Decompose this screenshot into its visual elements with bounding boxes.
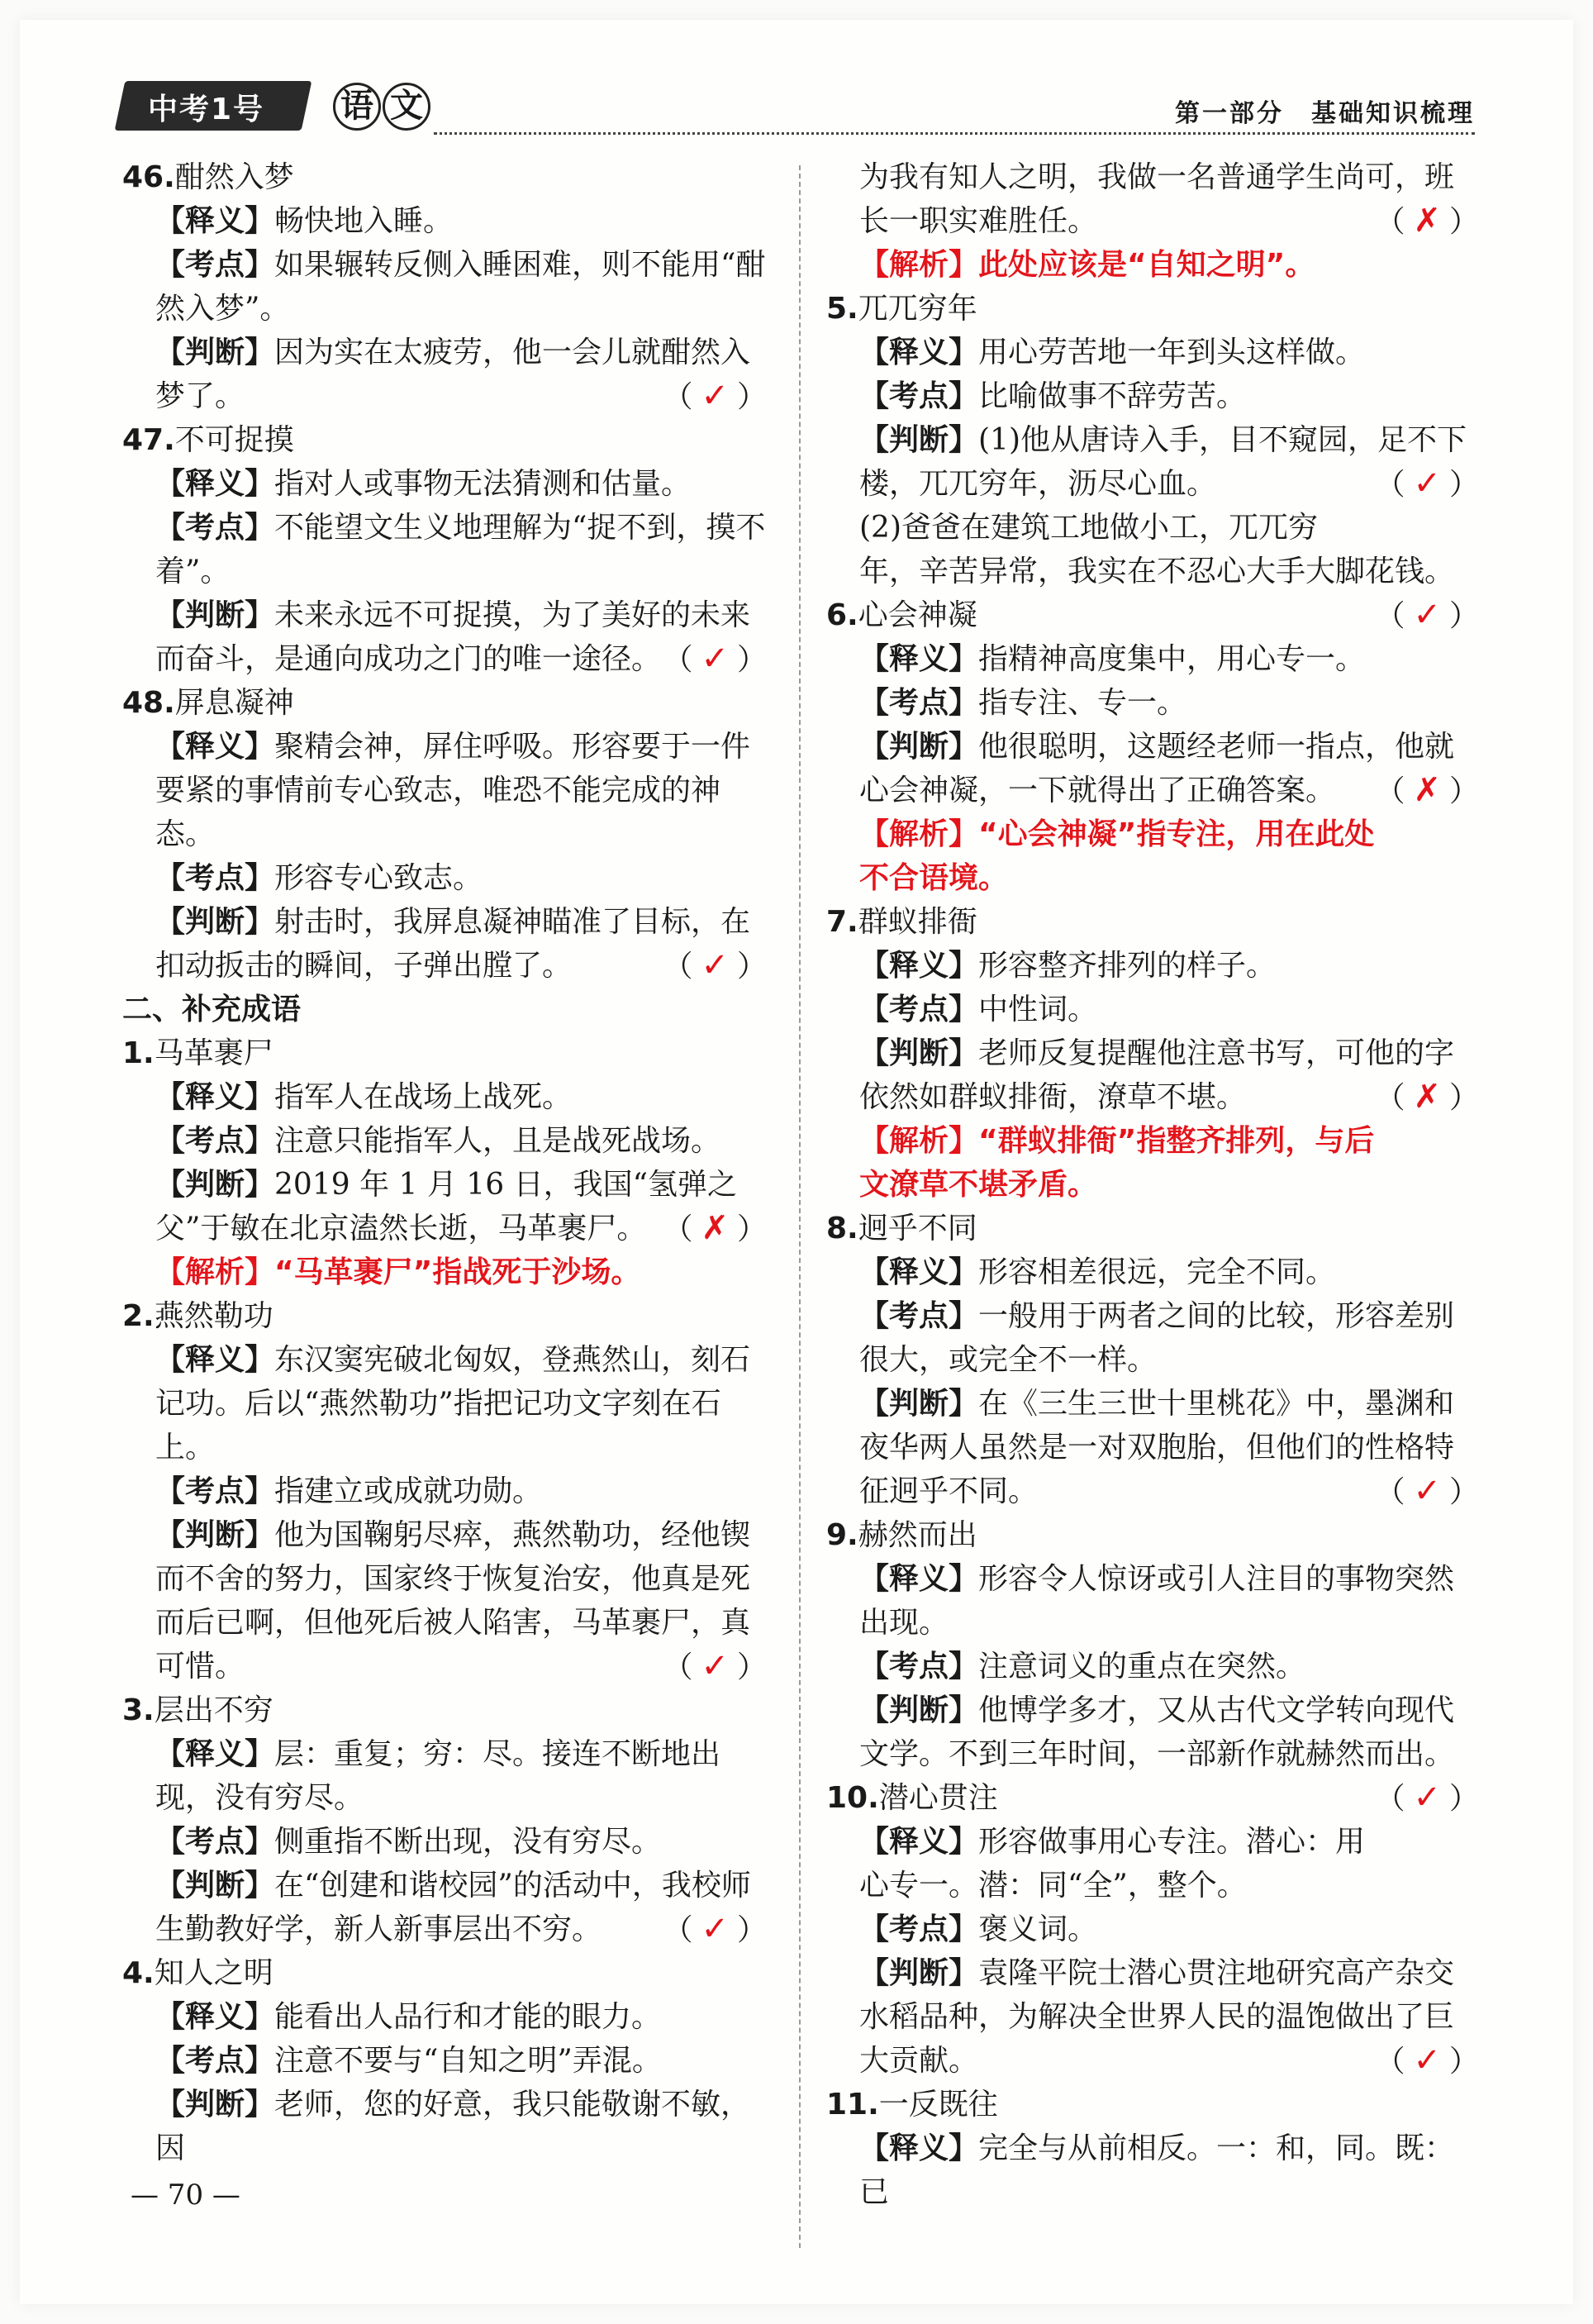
definition-label: 【释义】 bbox=[155, 467, 275, 501]
judge-label: 【判断】 bbox=[155, 1168, 275, 1202]
entry-number: 11. bbox=[826, 2088, 879, 2122]
test-point-text: 注意不要与“自知之明”弄混。 bbox=[274, 2044, 662, 2078]
page-header bbox=[120, 81, 1475, 139]
check-icon: ✓ bbox=[701, 1647, 729, 1685]
cross-icon: ✗ bbox=[1413, 771, 1441, 809]
judge-text: 为我有知人之明，我做一名普通学生尚可，班长一职实难胜任。 bbox=[859, 160, 1455, 238]
subject-char-1: 语 bbox=[333, 83, 381, 131]
header-rule bbox=[434, 132, 1475, 135]
judge-label: 【判断】 bbox=[859, 1956, 979, 1990]
answer-mark bbox=[1375, 1075, 1479, 1120]
idiom-text: 潜心贯注 bbox=[878, 1781, 998, 1815]
judge bbox=[122, 593, 767, 681]
answer-mark bbox=[1375, 1469, 1479, 1514]
judge-text: 未来永远不可捉摸，为了美好的未来而奋斗，是通向成功之门的唯一途径。 bbox=[155, 598, 751, 676]
check-icon: ✓ bbox=[701, 640, 729, 678]
test-point-text: 注意只能指军人，且是战死战场。 bbox=[274, 1124, 721, 1158]
definition bbox=[122, 1075, 767, 1119]
idiom-title bbox=[826, 900, 1479, 944]
definition bbox=[826, 331, 1479, 374]
judge-label: 【判断】 bbox=[155, 336, 275, 369]
judge-text-2: (2)爸爸在建筑工地做小工，兀兀穷年，辛苦异常，我实在不忍心大手大脚花钱。 bbox=[859, 511, 1455, 588]
definition bbox=[826, 2126, 1479, 2214]
entry-number: 48. bbox=[122, 686, 175, 720]
test-point bbox=[826, 988, 1479, 1031]
cross-icon: ✗ bbox=[1413, 202, 1441, 240]
test-point-label: 【考点】 bbox=[155, 511, 275, 545]
judge-line bbox=[826, 155, 1479, 243]
entry-number: 1. bbox=[122, 1036, 155, 1070]
test-point bbox=[122, 2039, 767, 2083]
test-point bbox=[122, 856, 767, 900]
paren-open: （ bbox=[663, 1212, 693, 1246]
entry-number: 2. bbox=[122, 1299, 155, 1333]
paren-close: ） bbox=[736, 643, 767, 677]
check-icon: ✓ bbox=[1413, 1779, 1441, 1817]
judge-label: 【判断】 bbox=[859, 1036, 979, 1070]
judge-text: 袁隆平院士潜心贯注地研究高产杂交水稻品种，为解决全世界人民的温饱做出了巨大贡献。 bbox=[859, 1956, 1455, 2078]
paren-close: ） bbox=[736, 950, 767, 983]
definition bbox=[826, 1250, 1479, 1294]
check-icon: ✓ bbox=[701, 946, 729, 984]
check-icon: ✓ bbox=[1413, 596, 1441, 634]
definition bbox=[122, 1732, 767, 1820]
idiom-entry bbox=[122, 1294, 767, 1688]
judge bbox=[122, 331, 767, 418]
idiom-entry bbox=[826, 1207, 1479, 1513]
test-point-text: 指建立或成就功勋。 bbox=[274, 1474, 543, 1508]
idiom-text: 层出不穷 bbox=[154, 1693, 273, 1727]
definition-text: 指精神高度集中，用心专一。 bbox=[978, 642, 1366, 676]
paren-open: （ bbox=[663, 950, 693, 983]
definition bbox=[826, 637, 1479, 681]
definition-text: 指军人在战场上战死。 bbox=[274, 1080, 573, 1114]
entry-number: 5. bbox=[826, 292, 858, 326]
left-column bbox=[122, 155, 767, 2170]
judge-text: 老师反复提醒他注意书写，可他的字依然如群蚁排衙，潦草不堪。 bbox=[859, 1036, 1455, 1114]
paren-close: ） bbox=[1448, 599, 1479, 633]
paren-close: ） bbox=[1448, 468, 1479, 502]
paren-close: ） bbox=[736, 1913, 767, 1947]
definition-label: 【释义】 bbox=[859, 1825, 979, 1859]
judge-text: (1)他从唐诗入手，目不窥园，足不下楼，兀兀穷年，沥尽心血。 bbox=[859, 423, 1467, 501]
answer-mark bbox=[1375, 593, 1479, 638]
definition-label: 【释义】 bbox=[155, 730, 275, 764]
idiom-text: 群蚁排衙 bbox=[858, 905, 977, 939]
paren-open: （ bbox=[1375, 599, 1405, 633]
definition-label: 【释义】 bbox=[859, 642, 979, 676]
judge-text: 2019 年 1 月 16 日，我国“氢弹之父”于敏在北京溘然长逝，马革裹尸。 bbox=[155, 1168, 737, 1245]
logo-text: 中考1号 bbox=[148, 93, 265, 126]
paren-close: ） bbox=[1448, 1081, 1479, 1115]
check-icon: ✓ bbox=[701, 377, 729, 415]
idiom-text: 迥乎不同 bbox=[858, 1212, 977, 1245]
test-point-label: 【考点】 bbox=[859, 1912, 979, 1946]
test-point-label: 【考点】 bbox=[859, 686, 979, 720]
judge bbox=[826, 1951, 1479, 2083]
judge-text: 因为实在太疲劳，他一会儿就酣然入梦了。 bbox=[155, 336, 751, 413]
judge bbox=[122, 900, 767, 988]
page-number: — 70 — bbox=[131, 2179, 240, 2212]
paren-open: （ bbox=[1375, 1081, 1405, 1115]
judge-label: 【判断】 bbox=[859, 423, 979, 457]
test-point-label: 【考点】 bbox=[155, 861, 275, 895]
idiom-title bbox=[122, 418, 767, 462]
idiom-entry bbox=[122, 418, 767, 681]
definition-label: 【释义】 bbox=[859, 1255, 979, 1289]
answer-mark: （ ✗ ） bbox=[1375, 202, 1479, 240]
definition-text: 形容整齐排列的样子。 bbox=[978, 949, 1277, 983]
definition bbox=[122, 1338, 767, 1469]
answer-mark bbox=[663, 944, 767, 988]
idiom-title bbox=[122, 681, 767, 725]
judge-text: 他为国鞠躬尽瘁，燕然勒功，经他锲而不舍的努力，国家终于恢复治安，他真是死而后已啊，但他死后被人陷害，马革裹尸，真可惜。 bbox=[155, 1518, 751, 1683]
definition bbox=[826, 1820, 1479, 1907]
entry-number: 4. bbox=[122, 1956, 155, 1990]
right-column bbox=[826, 155, 1479, 2214]
entry-number: 7. bbox=[826, 905, 858, 939]
definition-label: 【释义】 bbox=[155, 204, 275, 238]
analysis bbox=[826, 1119, 1479, 1207]
idiom-entry bbox=[122, 1688, 767, 1951]
definition bbox=[826, 944, 1479, 988]
test-point bbox=[122, 243, 767, 331]
definition-label: 【释义】 bbox=[155, 1080, 275, 1114]
judge-label: 【判断】 bbox=[155, 1869, 275, 1903]
answer-mark bbox=[1375, 462, 1479, 507]
judge bbox=[122, 1163, 767, 1250]
paren-close: ） bbox=[1448, 2045, 1479, 2079]
idiom-text: 赫然而出 bbox=[858, 1518, 977, 1552]
paren-close: ） bbox=[1448, 1782, 1479, 1816]
definition bbox=[122, 725, 767, 856]
paren-open: （ bbox=[1375, 774, 1405, 808]
judge bbox=[122, 1513, 767, 1688]
entry-number: 10. bbox=[826, 1781, 879, 1815]
definition bbox=[122, 1995, 767, 2039]
cross-icon: ✗ bbox=[701, 1209, 729, 1247]
test-point-label: 【考点】 bbox=[155, 1124, 275, 1158]
definition bbox=[122, 199, 767, 243]
answer-mark bbox=[1375, 2039, 1479, 2084]
paren-open: （ bbox=[1375, 1475, 1405, 1509]
idiom-text: 不可捉摸 bbox=[174, 423, 294, 457]
paren-close: ） bbox=[1448, 774, 1479, 808]
check-icon: ✓ bbox=[1413, 1472, 1441, 1510]
test-point-text: 一般用于两者之间的比较，形容差别很大，或完全不一样。 bbox=[859, 1299, 1455, 1377]
judge-label: 【判断】 bbox=[155, 2088, 275, 2122]
test-point bbox=[826, 374, 1479, 418]
test-point-label: 【考点】 bbox=[155, 2044, 275, 2078]
definition-label: 【释义】 bbox=[859, 949, 979, 983]
definition-text: 能看出人品行和才能的眼力。 bbox=[274, 2000, 662, 2034]
cross-icon: ✗ bbox=[1413, 1078, 1441, 1116]
idiom-title bbox=[826, 2083, 1479, 2126]
test-point-label: 【考点】 bbox=[155, 248, 275, 282]
subject-title bbox=[333, 83, 432, 131]
test-point bbox=[826, 1907, 1479, 1951]
judge bbox=[826, 1031, 1479, 1119]
test-point-label: 【考点】 bbox=[155, 1825, 275, 1859]
idiom-entry bbox=[826, 900, 1479, 1207]
check-icon: ✓ bbox=[701, 1910, 729, 1948]
idiom-text: 一反既往 bbox=[878, 2088, 998, 2122]
paren-close: ） bbox=[1448, 1475, 1479, 1509]
judge bbox=[122, 1864, 767, 1951]
section-title: 第一部分 基础知识梳理 bbox=[1175, 99, 1475, 128]
definition-text: 形容相差很远，完全不同。 bbox=[978, 1255, 1336, 1289]
idiom-text: 兀兀穷年 bbox=[858, 292, 977, 326]
definition-label: 【释义】 bbox=[859, 336, 979, 369]
entry-number: 6. bbox=[826, 598, 858, 632]
definition-label: 【释义】 bbox=[155, 1343, 275, 1377]
paren-open: （ bbox=[663, 1650, 693, 1684]
idiom-title bbox=[122, 1951, 767, 1995]
paren-open: （ bbox=[663, 380, 693, 414]
idiom-text: 酣然入梦 bbox=[174, 160, 294, 194]
idiom-text: 心会神凝 bbox=[858, 598, 977, 632]
paren-close: ） bbox=[736, 1650, 767, 1684]
idiom-title bbox=[122, 1688, 767, 1732]
idiom-entry bbox=[826, 1776, 1479, 2083]
test-point-label: 【考点】 bbox=[859, 1650, 979, 1683]
test-point-text: 比喻做事不辞劳苦。 bbox=[978, 379, 1247, 413]
paren-close: ） bbox=[736, 380, 767, 414]
judge bbox=[826, 725, 1479, 812]
definition-text: 用心劳苦地一年到头这样做。 bbox=[978, 336, 1366, 369]
test-point bbox=[826, 1294, 1479, 1382]
definition-label: 【释义】 bbox=[859, 1562, 979, 1596]
entry-number: 47. bbox=[122, 423, 175, 457]
analysis-text: “马革裹尸”指战死于沙场。 bbox=[274, 1255, 641, 1289]
paren-open: （ bbox=[1375, 468, 1405, 502]
test-point-label: 【考点】 bbox=[155, 1474, 275, 1508]
judge-label: 【判断】 bbox=[859, 1693, 979, 1727]
judge-text: 在《三生三世十里桃花》中，墨渊和夜华两人虽然是一对双胞胎，但他们的性格特征迥乎不同。 bbox=[859, 1387, 1455, 1508]
subject-char-2: 文 bbox=[383, 83, 430, 131]
analysis-text: 此处应该是“自知之明”。 bbox=[978, 248, 1315, 282]
paren-close: ） bbox=[736, 1212, 767, 1246]
judge bbox=[826, 1382, 1479, 1513]
judge-label: 【判断】 bbox=[155, 1518, 275, 1552]
definition-text: 指对人或事物无法猜测和估量。 bbox=[274, 467, 692, 501]
idiom-text: 知人之明 bbox=[154, 1956, 273, 1990]
test-point bbox=[826, 681, 1479, 725]
idiom-entry bbox=[122, 681, 767, 988]
idiom-entry bbox=[826, 593, 1479, 900]
idiom-entry bbox=[826, 2083, 1479, 2214]
idiom-text: 马革裹尸 bbox=[154, 1036, 273, 1070]
definition-label: 【释义】 bbox=[859, 2131, 979, 2165]
answer-mark bbox=[1375, 769, 1479, 813]
test-point-label: 【考点】 bbox=[859, 993, 979, 1026]
definition-text: 完全与从前相反。一：和，同。既：已 bbox=[859, 2131, 1455, 2209]
idiom-title bbox=[826, 287, 1479, 331]
idiom-entry bbox=[122, 1951, 767, 2170]
test-point bbox=[122, 1820, 767, 1864]
analysis-label: 【解析】 bbox=[859, 1124, 979, 1158]
idiom-text: 燕然勒功 bbox=[154, 1299, 273, 1333]
definition-text: 东汉窦宪破北匈奴，登燕然山，刻石记功。后以“燕然勒功”指把记功文字刻在石上。 bbox=[155, 1343, 751, 1464]
idiom-title bbox=[122, 1294, 767, 1338]
entry-number: 3. bbox=[122, 1693, 155, 1727]
test-point bbox=[826, 1645, 1479, 1688]
idiom-title bbox=[122, 155, 767, 199]
check-icon: ✓ bbox=[1413, 464, 1441, 502]
analysis-line: 【解析】此处应该是“自知之明”。 bbox=[859, 248, 1315, 282]
analysis-text: “心会神凝”指专注，用在此处不合语境。 bbox=[859, 817, 1375, 895]
analysis-label: 【解析】 bbox=[859, 817, 979, 851]
idiom-entry bbox=[122, 155, 767, 418]
judge bbox=[826, 418, 1479, 506]
continued-entry bbox=[826, 155, 1479, 287]
answer-mark bbox=[663, 1207, 767, 1251]
definition-text: 形容做事用心专注。潜心：用心专一。潜：同“全”，整个。 bbox=[859, 1825, 1366, 1903]
test-point-text: 注意词义的重点在突然。 bbox=[978, 1650, 1306, 1683]
paren-open: （ bbox=[1375, 2045, 1405, 2079]
definition-label: 【释义】 bbox=[155, 1737, 275, 1771]
judge-text: 在“创建和谐校园”的活动中，我校师生勤教好学，新人新事层出不穷。 bbox=[155, 1869, 751, 1946]
test-point-label: 【考点】 bbox=[859, 379, 979, 413]
check-icon: ✓ bbox=[1413, 2041, 1441, 2079]
answer-mark bbox=[663, 1907, 767, 1952]
paren-open: （ bbox=[663, 643, 693, 677]
test-point bbox=[122, 1119, 767, 1163]
entry-number: 9. bbox=[826, 1518, 858, 1552]
judge bbox=[122, 2083, 767, 2170]
column-divider bbox=[799, 165, 801, 2248]
test-point-label: 【考点】 bbox=[859, 1299, 979, 1333]
test-point-text: 不能望文生义地理解为“捉不到，摸不着”。 bbox=[155, 511, 766, 588]
analysis bbox=[122, 1250, 767, 1294]
judge-text: 老师，您的好意，我只能敬谢不敏，因 bbox=[155, 2088, 751, 2165]
answer-mark bbox=[663, 374, 767, 419]
judge-label: 【判断】 bbox=[859, 730, 979, 764]
entry-number: 8. bbox=[826, 1212, 858, 1245]
test-point-text: 如果辗转反侧入睡困难，则不能用“酣然入梦”。 bbox=[155, 248, 766, 326]
idiom-title bbox=[826, 1207, 1479, 1250]
analysis-label: 【解析】 bbox=[155, 1255, 275, 1289]
test-point-text: 指专注、专一。 bbox=[978, 686, 1187, 720]
definition-text: 层：重复；穷：尽。接连不断地出现，没有穷尽。 bbox=[155, 1737, 721, 1815]
idiom-text: 屏息凝神 bbox=[174, 686, 294, 720]
judge-label: 【判断】 bbox=[155, 598, 275, 632]
answer-mark bbox=[663, 1645, 767, 1689]
answer-mark bbox=[663, 637, 767, 682]
definition-text: 畅快地入睡。 bbox=[274, 204, 454, 238]
idiom-entry bbox=[122, 1031, 767, 1294]
section-heading: 二、补充成语 bbox=[122, 993, 302, 1026]
judge-text: 他很聪明，这题经老师一指点，他就心会神凝，一下就得出了正确答案。 bbox=[859, 730, 1455, 807]
analysis-text: “群蚁排衙”指整齐排列，与后文潦草不堪矛盾。 bbox=[859, 1124, 1375, 1202]
test-point bbox=[122, 506, 767, 593]
paren-open: （ bbox=[663, 1913, 693, 1947]
idiom-title bbox=[826, 1513, 1479, 1557]
definition-text: 形容令人惊讶或引人注目的事物突然出现。 bbox=[859, 1562, 1455, 1640]
analysis bbox=[826, 812, 1479, 900]
judge-label: 【判断】 bbox=[859, 1387, 979, 1421]
idiom-title bbox=[122, 1031, 767, 1075]
test-point-text: 中性词。 bbox=[978, 993, 1098, 1026]
definition-label: 【释义】 bbox=[155, 2000, 275, 2034]
test-point bbox=[122, 1469, 767, 1513]
judge-text: 他博学多才，又从古代文学转向现代文学。不到三年时间，一部新作就赫然而出。 bbox=[859, 1693, 1455, 1771]
test-point-text: 形容专心致志。 bbox=[274, 861, 483, 895]
definition bbox=[826, 1557, 1479, 1645]
judge-label: 【判断】 bbox=[155, 905, 275, 939]
entry-number: 46. bbox=[122, 160, 175, 194]
answer-mark bbox=[1375, 1776, 1479, 1821]
definition bbox=[122, 462, 767, 506]
paren-open: （ bbox=[1375, 1782, 1405, 1816]
test-point-text: 褒义词。 bbox=[978, 1912, 1098, 1946]
definition-text: 聚精会神，屏住呼吸。形容要于一件要紧的事情前专心致志，唯恐不能完成的神态。 bbox=[155, 730, 751, 851]
judge-text: 射击时，我屏息凝神瞄准了目标，在扣动扳击的瞬间，子弹出膛了。 bbox=[155, 905, 751, 983]
test-point-text: 侧重指不断出现，没有穷尽。 bbox=[274, 1825, 662, 1859]
